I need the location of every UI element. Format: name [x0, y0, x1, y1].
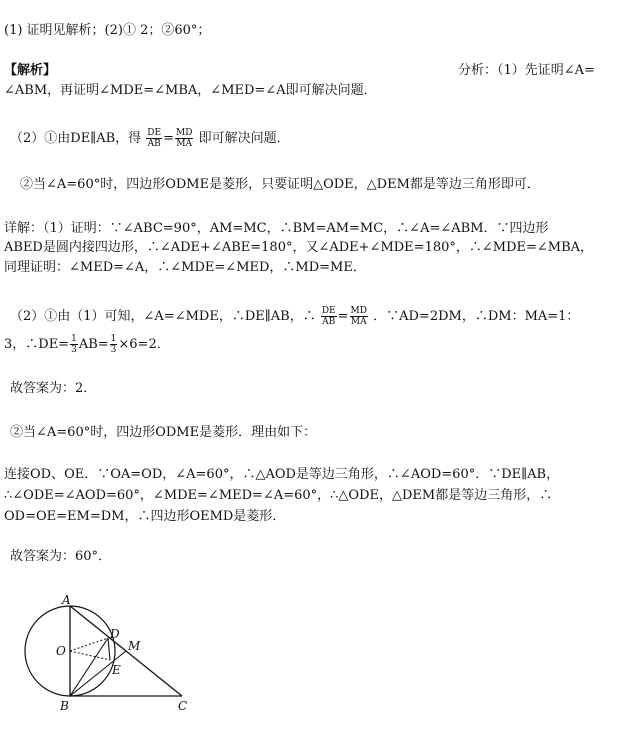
detail-line-4-pre: （2）①由（1）可知，∠A=∠MDE，∴DE∥AB，∴ — [10, 309, 316, 324]
fraction-de-ab — [146, 128, 162, 149]
analysis-line-2-pre: （2）①由DE∥AB，得 — [10, 131, 142, 146]
label-o: O — [56, 644, 66, 658]
detail-line-1: 详解：（1）证明：∵∠ABC=90°，AM=MC，∴BM=AM=MC，∴∠A=∠ABM．∵四边形 — [4, 221, 549, 236]
detail-line-5 — [4, 334, 170, 355]
fraction-denominator: 3 — [110, 345, 117, 355]
fraction-numerator: MD — [350, 306, 367, 316]
fraction-denominator: MA — [176, 139, 193, 149]
fraction-numerator: MD — [175, 128, 193, 138]
detail-line-9: ∴∠ODE=∠AOD=60°，∠MDE=∠MED=∠A=60°，∴△ODE，△DEM都是等边三角形，∴ — [4, 488, 553, 503]
label-d: D — [110, 627, 120, 641]
segment-de — [108, 638, 110, 660]
fraction-denominator: AB — [322, 317, 336, 327]
label-m: M — [128, 639, 141, 653]
detail-answer-1: 故答案为：2． — [10, 381, 97, 396]
fraction-one-third — [110, 334, 118, 355]
analysis-line-2-post: 即可解决问题． — [198, 131, 290, 146]
segment-od-dashed — [70, 638, 108, 651]
detail-line-4-post: ．∵AD=2DM，∴DM：MA=1： — [373, 309, 580, 324]
label-b: B — [60, 699, 69, 713]
detail-line-10: OD=OE=EM=DM，∴四边形OEMD是菱形． — [4, 509, 286, 524]
detail-line-7: ②当∠A=60°时，四边形ODME是菱形．理由如下： — [10, 425, 317, 440]
equals-sign: = — [337, 309, 349, 324]
detail-answer-2: 故答案为：60°． — [10, 549, 112, 564]
fraction-md-ma — [175, 128, 193, 149]
geometry-figure — [16, 594, 216, 714]
analysis-line-3: ②当∠A=60°时，四边形ODME是菱形，只要证明△ODE，△DEM都是等边三角形即可． — [20, 177, 540, 192]
analysis-line-2 — [10, 128, 290, 149]
fraction-numerator: 1 — [71, 334, 77, 344]
fraction-denominator: AB — [147, 139, 161, 149]
fraction-numerator: DE — [321, 306, 336, 316]
analysis-line-1-right: 分析：（1）先证明∠A= — [458, 63, 595, 78]
fraction-denominator: 3 — [71, 345, 77, 355]
fraction-one-third — [70, 334, 78, 355]
fraction-denominator: MA — [350, 317, 367, 327]
segment-oe-dashed — [70, 651, 110, 660]
detail-line-5-post: ×6=2． — [118, 337, 170, 352]
detail-line-5-mid: AB= — [78, 337, 109, 352]
detail-line-5-pre: 3，∴DE= — [4, 337, 70, 352]
fraction-de-ab — [321, 306, 337, 327]
detail-line-3: 同理证明：∠MED=∠A，∴∠MDE=∠MED，∴MD=ME． — [4, 260, 366, 275]
section-title: 【解析】 — [4, 63, 57, 78]
fraction-numerator: 1 — [110, 334, 117, 344]
label-a: A — [62, 594, 71, 607]
fraction-md-ma — [350, 306, 368, 327]
detail-line-4 — [10, 306, 579, 327]
answer-header: (1) 证明见解析；(2)① 2；②60°； — [4, 23, 211, 38]
analysis-line-1-cont: ∠ABM，再证明∠MDE=∠MBA，∠MED=∠A即可解决问题． — [4, 83, 377, 98]
detail-line-2: ABED是圆内接四边形，∴∠ADE+∠ABE=180°，又∠ADE+∠MDE=180°，∴∠MDE=∠MBA， — [4, 240, 594, 255]
label-c: C — [178, 699, 188, 713]
segment-bd — [70, 638, 108, 696]
equals-sign: = — [163, 131, 174, 146]
detail-line-8: 连接OD、OE．∵OA=OD，∠A=60°，∴△AOD是等边三角形，∴∠AOD=60°．∵DE∥AB， — [4, 467, 560, 482]
fraction-numerator: DE — [147, 128, 162, 138]
label-e: E — [112, 663, 121, 677]
